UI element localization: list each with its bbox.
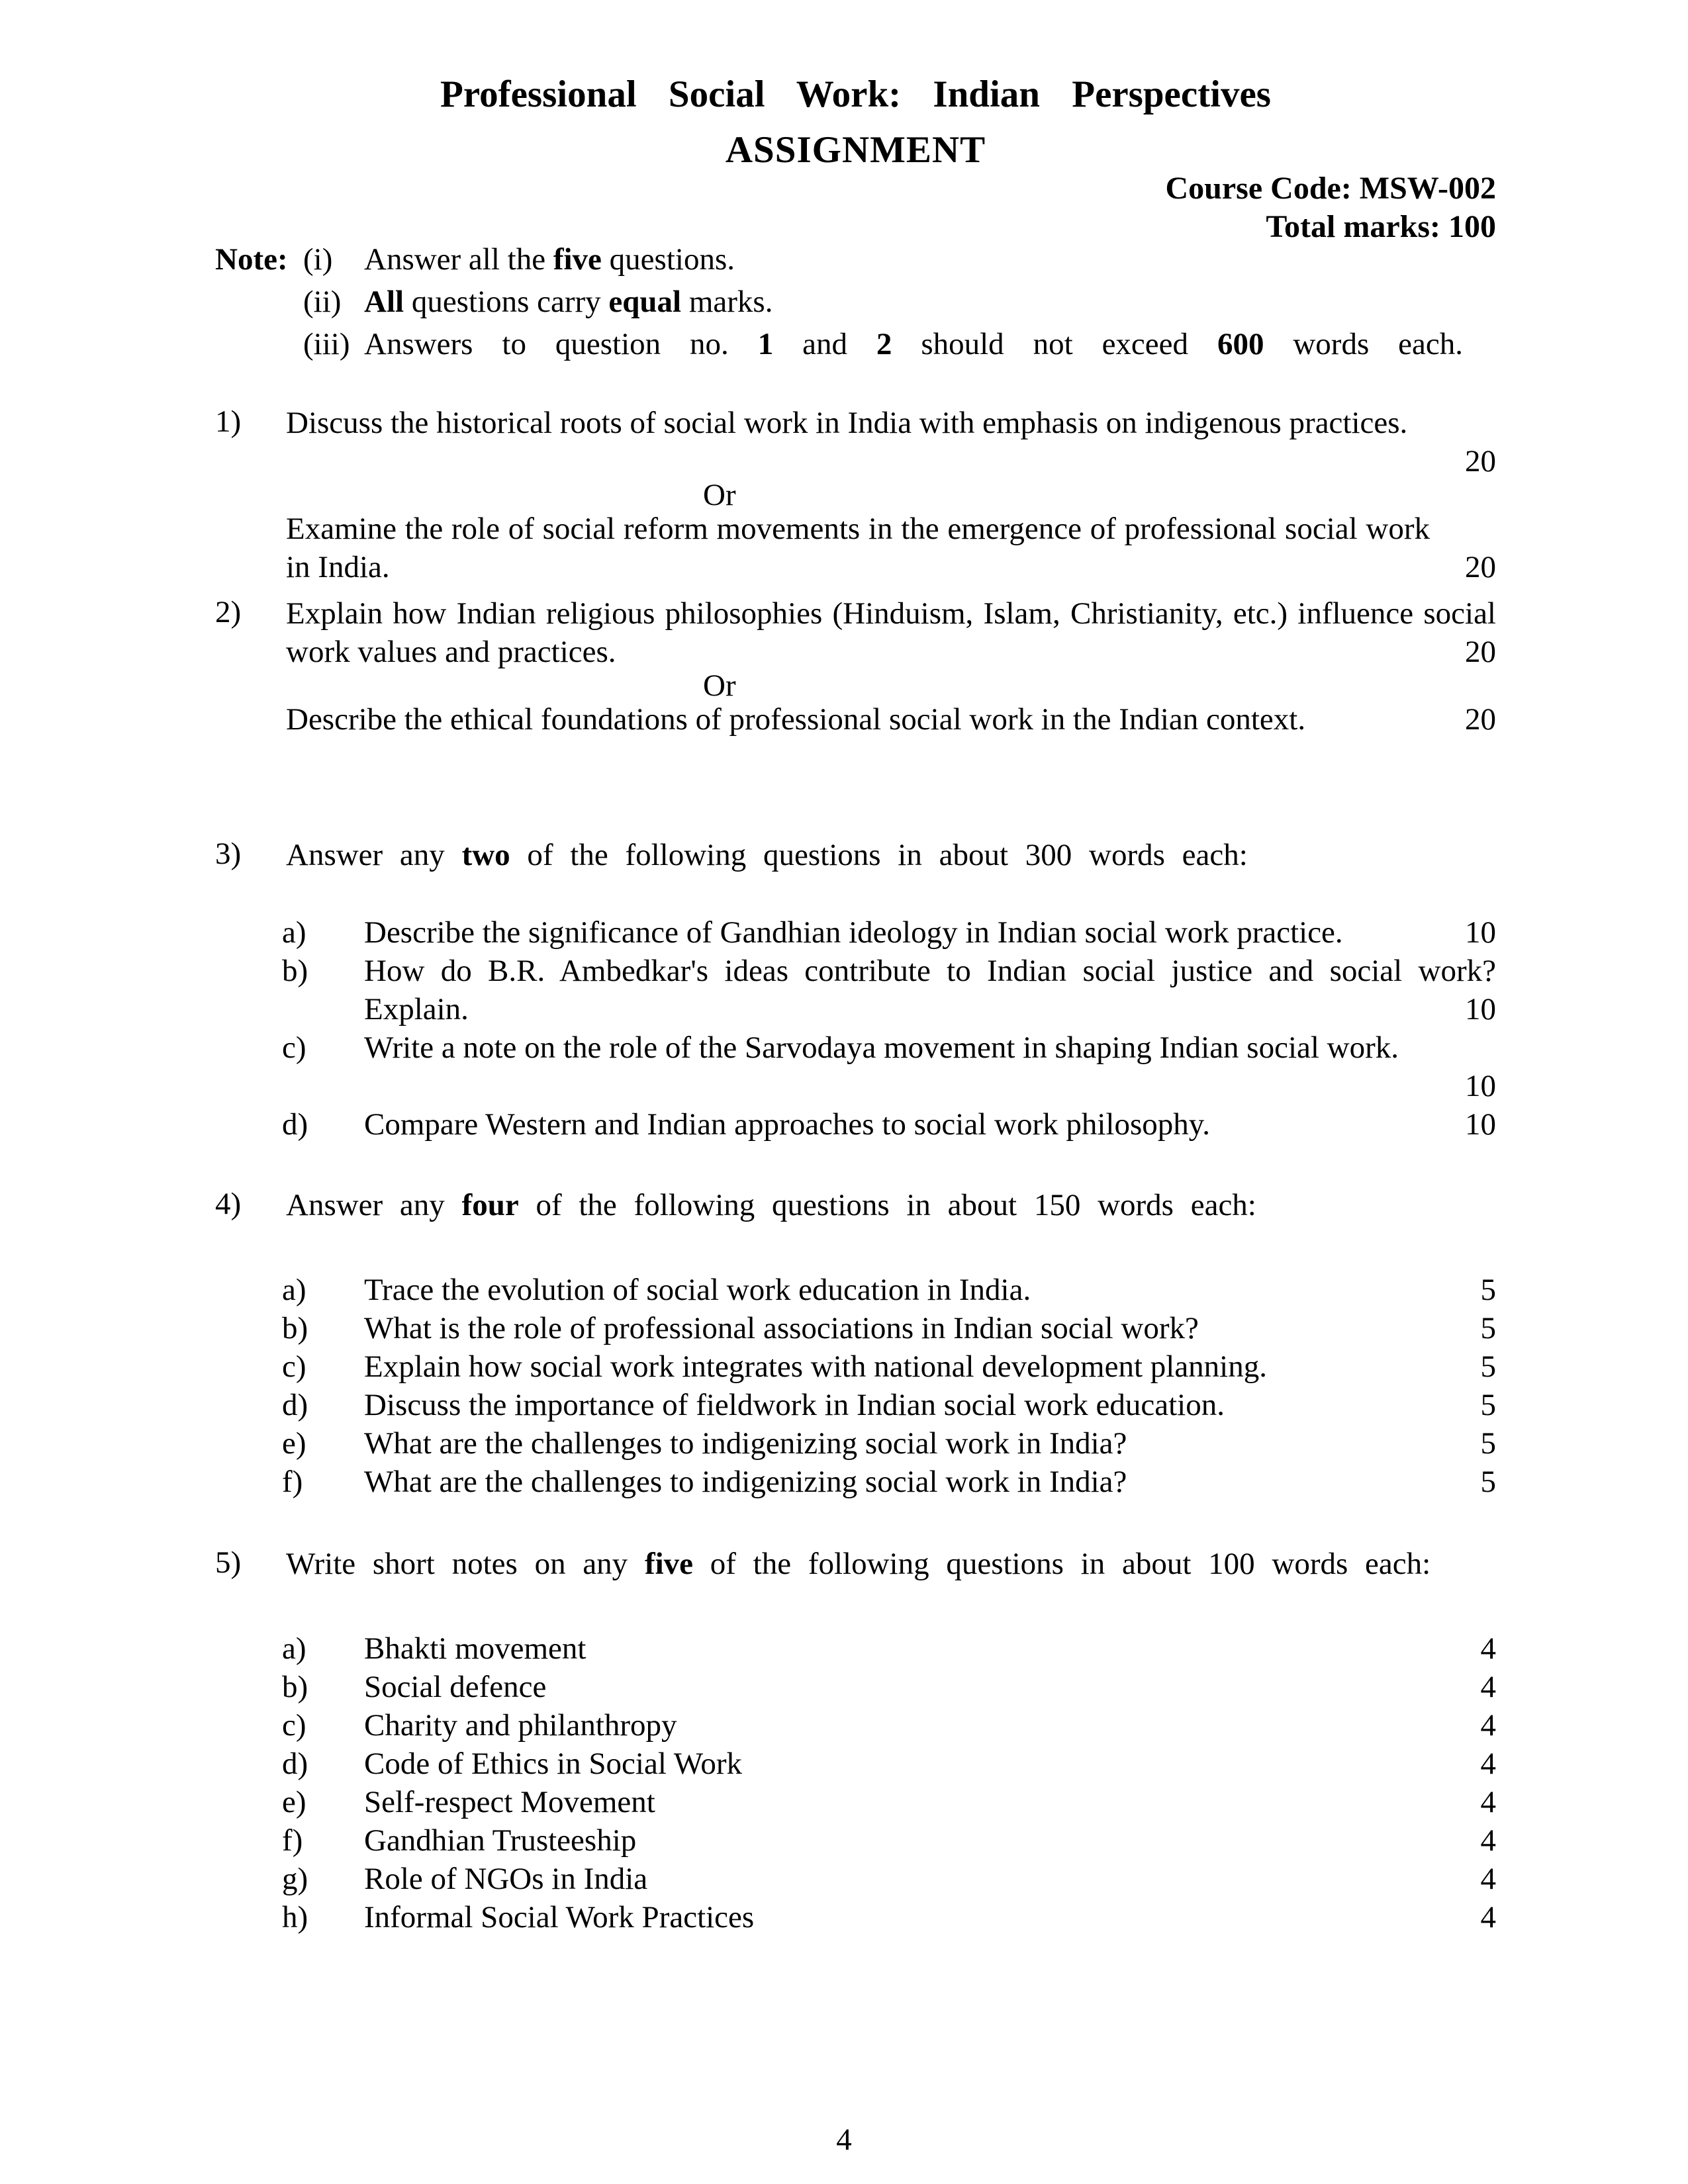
item-marks: 4 [1480, 1670, 1496, 1704]
list-item [215, 1347, 1496, 1386]
item-marks: 4 [1480, 1708, 1496, 1743]
question-1-option-b [286, 510, 1496, 586]
question-5-items [215, 1629, 1496, 1936]
question-1-row [215, 404, 1496, 586]
list-item [215, 913, 1496, 952]
question-3-row [215, 836, 1496, 874]
item-text: Gandhian Trusteeship [364, 1823, 637, 1858]
item-letter: h) [282, 1900, 308, 1934]
item-text: Code of Ethics in Social Work [364, 1747, 743, 1781]
list-item [215, 1424, 1496, 1463]
note-item [215, 281, 1463, 323]
item-letter: c) [282, 1708, 306, 1743]
item-marks: 10 [1465, 915, 1496, 950]
question-4 [215, 1186, 1496, 1501]
item-letter: c) [282, 1030, 306, 1065]
or-separator: Or [703, 668, 736, 703]
item-letter: b) [282, 1670, 308, 1704]
header-meta [215, 169, 1496, 246]
question-4-items [215, 1271, 1496, 1501]
item-marks: 5 [1480, 1388, 1496, 1422]
note-label-spacer [215, 281, 303, 323]
item-letter: b) [282, 954, 308, 988]
item-marks: 4 [1480, 1785, 1496, 1819]
question-intro: Answer any four of the following questions in about 150 words each: [286, 1188, 1256, 1222]
question-intro: Answer any two of the following questions in about 300 words each: [286, 838, 1248, 872]
list-item [215, 952, 1496, 1028]
item-text: Discuss the importance of fieldwork in Indian social work education. [364, 1388, 1225, 1422]
item-marks: 5 [1480, 1465, 1496, 1499]
item-letter: a) [282, 1273, 306, 1307]
item-text: Compare Western and Indian approaches to social work philosophy. [364, 1107, 1210, 1142]
item-marks: 5 [1480, 1426, 1496, 1461]
item-letter: e) [282, 1785, 306, 1819]
question-3-items [215, 913, 1496, 1144]
item-text: What are the challenges to indigenizing social work in India? [364, 1465, 1127, 1499]
item-letter: d) [282, 1107, 308, 1142]
option-text: Describe the ethical foundations of professional social work in the Indian context. [286, 702, 1306, 737]
question-3 [215, 836, 1496, 1144]
item-text: What is the role of professional associations in Indian social work? [364, 1311, 1199, 1345]
item-letter: f) [282, 1465, 303, 1499]
page-title: Professional Social Work: Indian Perspectives [440, 73, 1271, 115]
item-text: Charity and philanthropy [364, 1708, 677, 1743]
item-text: Explain how social work integrates with national development planning. [364, 1349, 1267, 1384]
note-item-text: Answers to question no. 1 and 2 should not exceed 600 words each. [364, 327, 1463, 361]
list-item [215, 1668, 1496, 1706]
item-marks: 5 [1480, 1311, 1496, 1345]
list-item [215, 1105, 1496, 1144]
question-2-option-a [286, 594, 1496, 671]
item-letter: b) [282, 1311, 308, 1345]
list-item [215, 1271, 1496, 1309]
question-1-option-a [286, 404, 1496, 442]
question-2-option-b [286, 700, 1496, 739]
list-item [215, 1783, 1496, 1821]
item-text: Describe the significance of Gandhian ideology in Indian social work practice. [364, 915, 1343, 950]
item-letter: d) [282, 1747, 308, 1781]
note-block [215, 238, 1496, 365]
item-marks: 4 [1480, 1747, 1496, 1781]
note-label: Note: [215, 242, 288, 277]
assignment-subtitle: ASSIGNMENT [725, 129, 986, 171]
note-item-text: All questions carry equal marks. [364, 285, 773, 319]
list-item [215, 1386, 1496, 1424]
item-text: Social defence [364, 1670, 547, 1704]
item-marks: 10 [1465, 1069, 1496, 1103]
question-5 [215, 1545, 1496, 1936]
question-1 [215, 404, 1496, 586]
marks-value: 20 [1465, 444, 1496, 478]
question-number: 3) [215, 837, 242, 871]
marks-value: 20 [1465, 635, 1496, 669]
item-letter: c) [282, 1349, 306, 1384]
option-text: Explain how Indian religious philosophies (Hinduism, Islam, Christianity, etc.) influence social work values and practices. [286, 596, 1496, 669]
option-text: Discuss the historical roots of social work in India with emphasis on indigenous practices. [286, 406, 1408, 440]
question-4-row [215, 1186, 1496, 1224]
list-item [215, 1028, 1496, 1067]
list-item [215, 1463, 1496, 1501]
list-item [215, 1821, 1496, 1860]
item-letter: a) [282, 1631, 306, 1666]
question-number: 4) [215, 1187, 242, 1221]
item-text: Bhakti movement [364, 1631, 586, 1666]
list-item [215, 1860, 1496, 1898]
item-text: How do B.R. Ambedkar's ideas contribute to Indian social justice and social work? Explain. [364, 954, 1496, 1026]
item-letter: a) [282, 915, 306, 950]
option-text: Examine the role of social reform movements in the emergence of professional social work in India. [286, 512, 1430, 584]
item-text: Write a note on the role of the Sarvodaya movement in shaping Indian social work. [364, 1030, 1399, 1065]
item-marks: 10 [1465, 992, 1496, 1026]
list-item [215, 1898, 1496, 1936]
item-text: Self-respect Movement [364, 1785, 655, 1819]
note-item [215, 238, 1463, 281]
note-item-marker: (ii) [303, 285, 342, 319]
list-item [215, 1309, 1496, 1347]
question-body [286, 404, 1496, 586]
item-text: Informal Social Work Practices [364, 1900, 755, 1934]
item-marks: 4 [1480, 1900, 1496, 1934]
note-label-spacer [215, 323, 303, 365]
item-text: Role of NGOs in India [364, 1862, 648, 1896]
item-marks: 4 [1480, 1862, 1496, 1896]
question-2 [215, 594, 1496, 739]
item-letter: f) [282, 1823, 303, 1858]
item-letter: d) [282, 1388, 308, 1422]
list-item [215, 1629, 1496, 1668]
or-separator: Or [703, 478, 736, 512]
question-number: 1) [215, 404, 242, 439]
item-marks: 4 [1480, 1823, 1496, 1858]
list-item [215, 1706, 1496, 1745]
list-item [215, 1745, 1496, 1783]
question-intro: Write short notes on any five of the following questions in about 100 words each: [286, 1547, 1431, 1581]
note-item-marker: (iii) [303, 327, 350, 361]
course-code: Course Code: MSW-002 [1165, 171, 1496, 206]
question-number: 2) [215, 595, 242, 629]
item-letter: g) [282, 1862, 308, 1896]
page-number: 4 [836, 2122, 852, 2157]
item-letter: e) [282, 1426, 306, 1461]
question-body [286, 594, 1496, 739]
item-marks: 5 [1480, 1273, 1496, 1307]
question-5-row [215, 1545, 1496, 1583]
question-2-row [215, 594, 1496, 739]
item-text: What are the challenges to indigenizing social work in India? [364, 1426, 1127, 1461]
total-marks: Total marks: 100 [1266, 209, 1496, 244]
item-marks: 5 [1480, 1349, 1496, 1384]
item-marks: 4 [1480, 1631, 1496, 1666]
item-marks: 10 [1465, 1107, 1496, 1142]
question-number: 5) [215, 1545, 242, 1580]
note-item-marker: (i) [303, 242, 333, 277]
note-item [215, 323, 1463, 365]
item-text: Trace the evolution of social work education in India. [364, 1273, 1031, 1307]
marks-value: 20 [1465, 702, 1496, 737]
note-item-text: Answer all the five questions. [364, 242, 735, 277]
marks-value: 20 [1465, 550, 1496, 584]
